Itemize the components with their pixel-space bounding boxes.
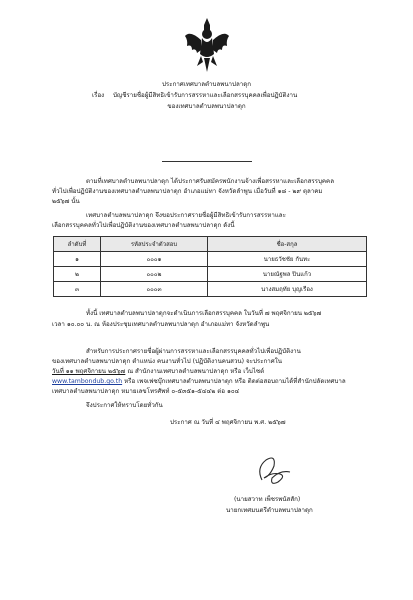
candidate-table <box>53 236 367 297</box>
result-line-1: สำหรับการประกาศรายชื่อผู้ผ่านการสรรหาและเลือกสรรบุคคลทั่วไปเพื่อปฏิบัติงาน <box>86 348 301 355</box>
cell-code: ๐๐๐๑ <box>101 252 208 267</box>
column-header-no: ลำดับที่ <box>54 237 101 252</box>
table-row <box>54 252 367 267</box>
org-heading: ประกาศเทศบาลตำบลพนาปลาดุก <box>162 81 251 88</box>
signer-name: (นายสวาท เพ็ชรพนัสสัก) <box>234 496 301 503</box>
closing-announce: จึงประกาศให้ทราบโดยทั่วกัน <box>86 402 163 409</box>
subject-label: เรื่อง <box>92 92 105 99</box>
cell-name: นางสมฤทัย บุญเรือง <box>208 282 367 297</box>
paragraph-2-line-2: เลือกสรรบุคคลทั่วไปเพื่อปฏิบัติงานของเทศบาลตำบลพนาปลาดุก ดังนี้ <box>52 222 235 229</box>
cell-no: ๒ <box>54 267 101 282</box>
result-line-5: เทศบาลตำบลพนาปลาดุก หมายเลขโทรศัพท์ ๐-๕๓๕๑-๕๔๔๒ ต่อ ๑๐๔ <box>52 388 240 395</box>
result-line-2: ของเทศบาลตำบลพนาปลาดุก ตำแหน่ง คนงานทั่วไป (ปฏิบัติงานคนสวน) จะประกาศใน <box>52 358 282 365</box>
cell-code: ๐๐๐๓ <box>101 282 208 297</box>
cell-name: นายณัฐพล ปินแก้ว <box>208 267 367 282</box>
result-location: ณ สำนักงานเทศบาลตำบลพนาปลาดุก หรือ เว็บไซต์ <box>127 368 265 375</box>
subject-text: บัญชีรายชื่อผู้มีสิทธิเข้ารับการสรรหาและเลือกสรรบุคคลเพื่อปฏิบัติงาน <box>113 92 298 99</box>
paragraph-2-line-1: เทศบาลตำบลพนาปลาดุก จึงขอประกาศรายชื่อผู้มีสิทธิเข้ารับการสรรหาและ <box>86 212 286 219</box>
cell-no: ๑ <box>54 252 101 267</box>
paragraph-1-line-3: ๒๕๖๗ นั้น <box>52 198 80 205</box>
signer-title: นายกเทศมนตรีตำบลพนาปลาดุก <box>226 507 313 514</box>
column-header-name: ชื่อ-สกุล <box>208 237 367 252</box>
paragraph-1-line-1: ตามที่เทศบาลตำบลพนาปลาดุก ได้ประกาศรับสมัครพนักงานจ้างเพื่อสรรหาและเลือกสรรบุคคล <box>86 178 334 185</box>
result-line-4 <box>52 378 346 386</box>
paragraph-1-line-2: ทั่วไปเพื่อปฏิบัติงานของเทศบาลตำบลพนาปลาดุก อำเภอแม่ทา จังหวัดลำพูน เมื่อวันที่ ๑๘ - ๒๙ ตุลาคม <box>52 188 323 195</box>
schedule-line-1: ทั้งนี้ เทศบาลตำบลพนาปลาดุกจะดำเนินการเลือกสรรบุคคล ในวันที่ ๗ พฤศจิกายน ๒๕๖๗ <box>86 310 322 317</box>
table-row <box>54 282 367 297</box>
result-line-3 <box>52 368 264 376</box>
website-link[interactable]: www.tambondub.go.th <box>52 378 123 385</box>
table-row <box>54 267 367 282</box>
column-header-code: รหัสประจำตัวสอบ <box>101 237 208 252</box>
cell-no: ๓ <box>54 282 101 297</box>
garuda-emblem-icon <box>184 16 230 74</box>
announce-date: ประกาศ ณ วันที่ ๔ พฤศจิกายน พ.ศ. ๒๕๖๗ <box>170 419 286 426</box>
title-divider <box>162 161 252 162</box>
result-contact: หรือ เพจเฟซบุ๊กเทศบาลตำบลพนาปลาดุก หรือ ติดต่อสอบถามได้ที่สำนักปลัดเทศบาล <box>124 378 346 385</box>
result-date: วันที่ ๑๑ พฤศจิกายน ๒๕๖๗ <box>52 368 126 375</box>
schedule-line-2: เวลา ๑๐.๐๐ น. ณ ห้องประชุมเทศบาลตำบลพนาปลาดุก อำเภอแม่ทา จังหวัดลำพูน <box>52 321 270 328</box>
cell-name: นายธวัชชัย กันทะ <box>208 252 367 267</box>
cell-code: ๐๐๐๒ <box>101 267 208 282</box>
handwritten-signature <box>250 450 300 488</box>
subject-line-2: ของเทศบาลตำบลพนาปลาดุก <box>167 103 246 110</box>
table-header-row <box>54 237 367 252</box>
